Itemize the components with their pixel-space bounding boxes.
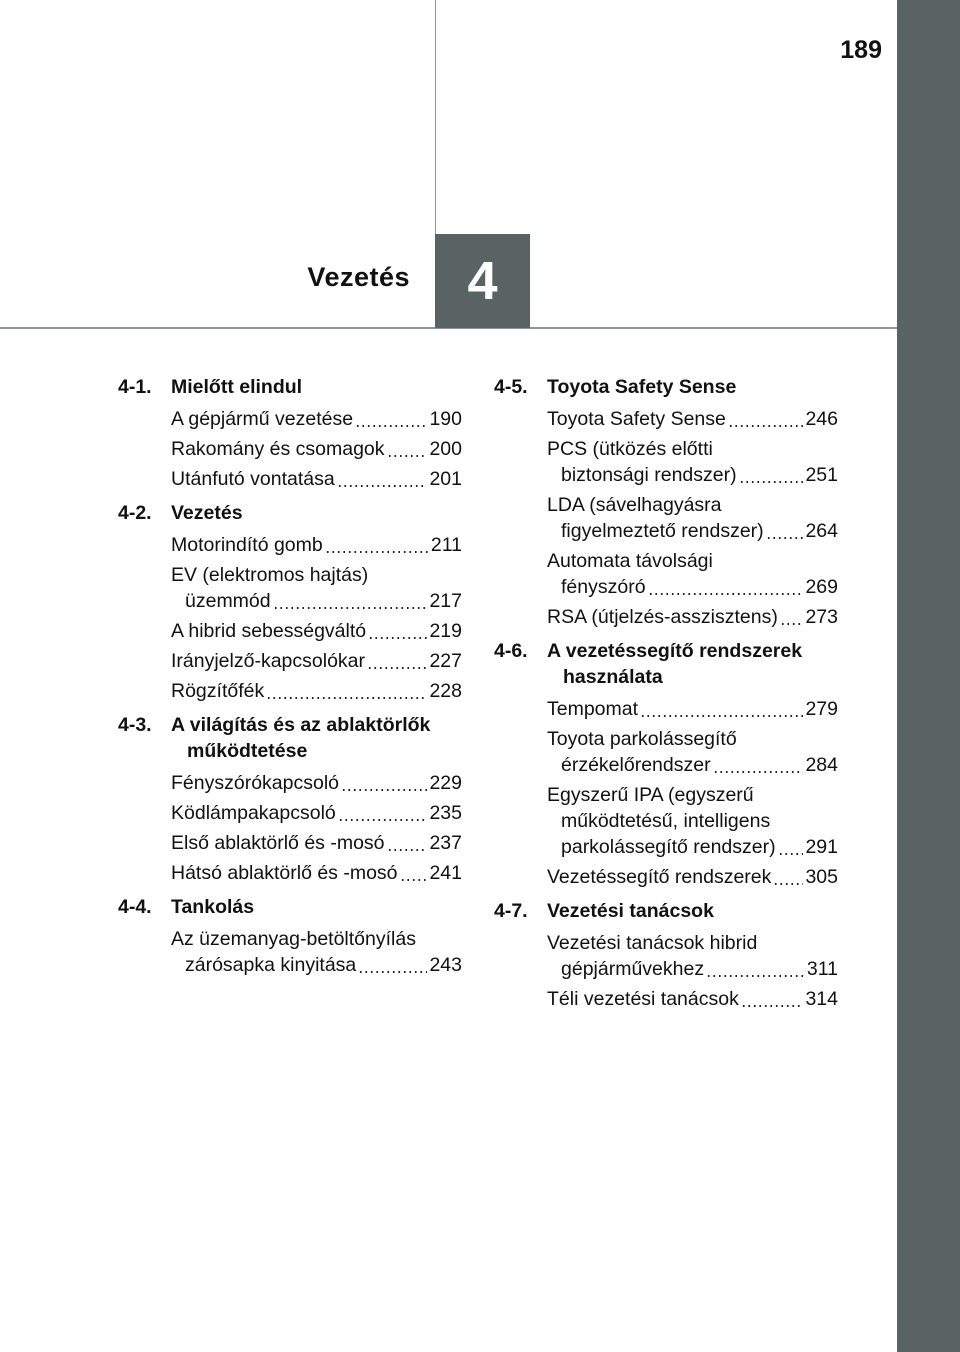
dot-leader — [739, 481, 804, 483]
dot-leader — [766, 537, 804, 539]
section-title: Vezetési tanácsok — [547, 900, 714, 922]
section-title: A világítás és az ablaktörlők működtetése — [171, 714, 431, 762]
section-number: 4-4. — [118, 896, 152, 918]
section-title: A vezetéssegítő rendszerek használata — [547, 640, 803, 688]
section-heading[interactable] — [118, 374, 462, 400]
entry-page-number: 269 — [805, 576, 838, 598]
chapter-number-badge — [435, 234, 530, 328]
toc-entry[interactable] — [547, 986, 838, 1012]
toc-section — [494, 898, 838, 1012]
toc-entry[interactable] — [171, 436, 462, 462]
entry-page-number: 235 — [429, 802, 462, 824]
toc-entry[interactable] — [171, 466, 462, 492]
section-heading[interactable] — [118, 712, 462, 764]
toc-entry[interactable] — [547, 726, 838, 778]
toc-entry[interactable] — [171, 678, 462, 704]
entry-label: Első ablaktörlő és -mosó — [171, 832, 385, 854]
entry-page-number: 211 — [430, 534, 462, 556]
entry-page-number: 217 — [429, 590, 462, 612]
entry-page-number: 273 — [805, 606, 838, 628]
entry-page-number: 311 — [806, 958, 838, 980]
entry-label: Vezetési tanácsok hibrid gépjárművekhez — [547, 932, 758, 980]
dot-leader — [266, 697, 427, 699]
entry-label: Utánfutó vontatása — [171, 468, 335, 490]
toc-entry[interactable] — [547, 406, 838, 432]
dot-leader — [368, 637, 427, 639]
entry-page-number: 264 — [805, 520, 838, 542]
chapter-number: 4 — [467, 251, 498, 311]
toc-section — [118, 500, 462, 704]
entry-page-number: 227 — [429, 650, 462, 672]
toc-entry[interactable] — [171, 532, 462, 558]
toc-entry[interactable] — [171, 800, 462, 826]
entry-label: Rögzítőfék — [171, 680, 265, 702]
toc-entry[interactable] — [171, 406, 462, 432]
section-heading[interactable] — [494, 898, 838, 924]
section-number: 4-6. — [494, 640, 528, 662]
dot-leader — [728, 425, 804, 427]
toc-entry[interactable] — [171, 830, 462, 856]
section-number: 4-2. — [118, 502, 152, 524]
toc-entry[interactable] — [547, 604, 838, 630]
entry-page-number: 229 — [429, 772, 462, 794]
entry-label: Tempomat — [547, 698, 639, 720]
entry-page-number: 190 — [429, 408, 462, 430]
toc-entry[interactable] — [547, 492, 838, 544]
entry-page-number: 241 — [429, 862, 462, 884]
toc-entry[interactable] — [547, 930, 838, 982]
toc-entry[interactable] — [171, 562, 462, 614]
dot-leader — [387, 455, 428, 457]
entry-page-number: 228 — [429, 680, 462, 702]
chapter-title: Vezetés — [307, 262, 410, 292]
entry-page-number: 246 — [805, 408, 838, 430]
toc-entry[interactable] — [171, 648, 462, 674]
entry-page-number: 305 — [805, 866, 838, 888]
toc-section — [118, 374, 462, 492]
section-title: Toyota Safety Sense — [547, 376, 737, 398]
header-vertical-rule — [435, 0, 436, 234]
section-heading[interactable] — [118, 894, 462, 920]
dot-leader — [741, 1005, 804, 1007]
dot-leader — [648, 593, 804, 595]
dot-leader — [778, 853, 804, 855]
entry-page-number: 291 — [805, 836, 838, 858]
toc-section — [494, 374, 838, 630]
entry-label: EV (elektromos hajtás) üzemmód — [171, 564, 369, 612]
section-heading[interactable] — [118, 500, 462, 526]
toc-entry[interactable] — [171, 770, 462, 796]
toc-entry[interactable] — [547, 782, 838, 860]
entry-page-number: 279 — [805, 698, 838, 720]
page-number: 189 — [840, 36, 882, 64]
entry-label: Fényszórókapcsoló — [171, 772, 339, 794]
entry-label: LDA (sávelhagyásra figyelmeztető rendszer) — [547, 494, 764, 542]
dot-leader — [325, 551, 429, 553]
dot-leader — [355, 425, 427, 427]
entry-label: Toyota Safety Sense — [547, 408, 726, 430]
dot-leader — [358, 971, 427, 973]
entry-label: Az üzemanyag-betöltőnyílás zárósapka kinyitása — [171, 928, 416, 976]
dot-leader — [773, 883, 803, 885]
entry-page-number: 201 — [429, 468, 462, 490]
entry-page-number: 219 — [429, 620, 462, 642]
entry-label: Ködlámpakapcsoló — [171, 802, 336, 824]
entry-page-number: 200 — [429, 438, 462, 460]
dot-leader — [387, 849, 428, 851]
toc-entry[interactable] — [547, 696, 838, 722]
entry-label: Vezetéssegítő rendszerek — [547, 866, 772, 888]
section-title: Vezetés — [171, 502, 243, 524]
toc-column-right — [494, 374, 838, 1020]
toc-entry[interactable] — [171, 926, 462, 978]
entry-label: Irányjelző-kapcsolókar — [171, 650, 366, 672]
entry-page-number: 314 — [805, 988, 838, 1010]
section-number: 4-1. — [118, 376, 152, 398]
dot-leader — [780, 623, 804, 625]
toc-entry[interactable] — [171, 618, 462, 644]
dot-leader — [337, 485, 428, 487]
entry-label: Egyszerű IPA (egyszerű működtetésű, intelligens parkolássegítő rendszer) — [547, 784, 776, 858]
section-title: Tankolás — [171, 896, 255, 918]
toc-section — [494, 638, 838, 890]
entry-page-number: 251 — [805, 464, 838, 486]
toc-section — [118, 894, 462, 978]
entry-label: A gépjármű vezetése — [171, 408, 354, 430]
section-number: 4-3. — [118, 714, 152, 736]
section-title: Mielőtt elindul — [171, 376, 303, 398]
entry-label: Téli vezetési tanácsok — [547, 988, 739, 1010]
toc-entry[interactable] — [171, 860, 462, 886]
entry-label: Motorindító gomb — [171, 534, 323, 556]
entry-label: Automata távolsági fényszóró — [547, 550, 713, 598]
entry-label: Hátsó ablaktörlő és -mosó — [171, 862, 398, 884]
toc-entry[interactable] — [547, 436, 838, 488]
entry-label: Toyota parkolássegítő érzékelőrendszer — [547, 728, 737, 776]
chapter-side-bar — [897, 0, 960, 1352]
entry-page-number: 243 — [429, 954, 462, 976]
dot-leader — [338, 819, 428, 821]
dot-leader — [400, 879, 428, 881]
entry-page-number: 284 — [805, 754, 838, 776]
entry-page-number: 237 — [429, 832, 462, 854]
dot-leader — [706, 975, 805, 977]
dot-leader — [341, 789, 427, 791]
toc-column-left — [118, 374, 462, 986]
section-number: 4-5. — [494, 376, 528, 398]
entry-label: A hibrid sebességváltó — [171, 620, 367, 642]
entry-label: RSA (útjelzés-asszisztens) — [547, 606, 778, 628]
toc-section — [118, 712, 462, 886]
dot-leader — [640, 715, 803, 717]
dot-leader — [713, 771, 804, 773]
entry-label: PCS (ütközés előtti biztonsági rendszer) — [547, 438, 737, 486]
section-number: 4-7. — [494, 900, 528, 922]
section-heading[interactable] — [494, 638, 838, 690]
dot-leader — [273, 607, 428, 609]
section-heading[interactable] — [494, 374, 838, 400]
toc-entry[interactable] — [547, 548, 838, 600]
dot-leader — [367, 667, 427, 669]
toc-entry[interactable] — [547, 864, 838, 890]
entry-label: Rakomány és csomagok — [171, 438, 385, 460]
